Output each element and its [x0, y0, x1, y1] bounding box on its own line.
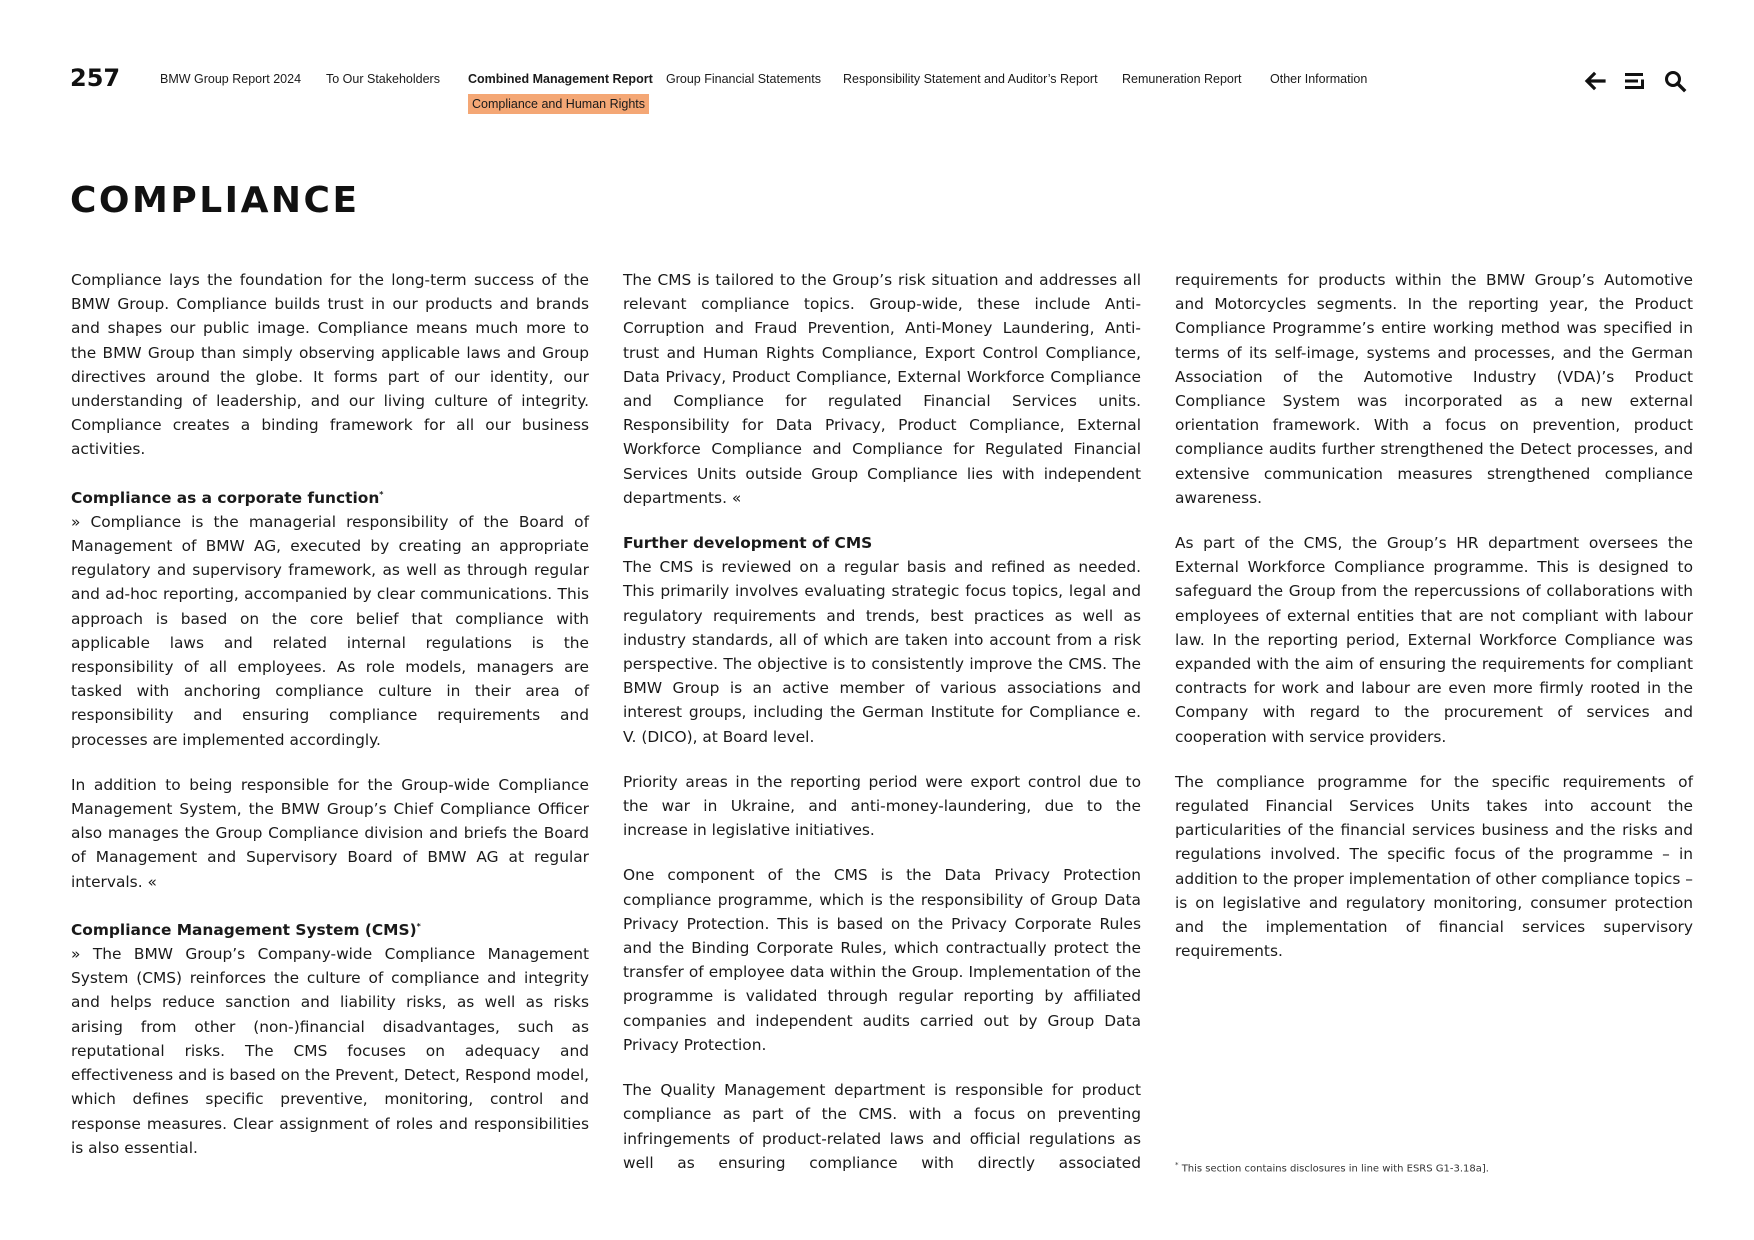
footnote-marker: * [416, 921, 421, 931]
nav-item-responsibility-statement[interactable]: Responsibility Statement and Auditor’s Report [843, 72, 1098, 86]
text-column-1 [71, 268, 589, 1160]
text-column-2 [623, 268, 1141, 1175]
footnote-marker: * [379, 489, 384, 499]
paragraph: Compliance lays the foundation for the long-term success of the BMW Group. Compliance builds trust in our products and brands and shapes our public image. Compliance means much more to the BMW Group than simply observing applicable laws and Group directives around the globe. It forms part of our identity, our understanding of leadership, and our living culture of integrity. Compliance creates a binding framework for all our business activities. [71, 271, 589, 459]
paragraph: » The BMW Group’s Company-wide Compliance Management System (CMS) reinforces the culture of compliance and integrity and helps reduce sanction and liability risks, as well as risks arising from other (non-)financial disadvantages, such as reputational risks. The CMS focuses on adequacy and effectiveness and is based on the Prevent, Detect, Respond model, which defines specific preventive, monitoring, control and response measures. Clear assignment of roles and responsibilities is also essential. [71, 945, 589, 1157]
section-heading-cms: Compliance Management System (CMS)* [71, 920, 421, 939]
nav-item-group-financial-statements[interactable]: Group Financial Statements [666, 72, 821, 86]
nav-item-other-information[interactable]: Other Information [1270, 72, 1368, 86]
nav-item-group-report[interactable]: BMW Group Report 2024 [160, 72, 302, 86]
text-column-3 [1175, 268, 1693, 963]
paragraph: The compliance programme for the specific requirements of regulated Financial Services Units takes into account the particularities of the financial services business and the risks and regulations involved. The specific focus of the programme – in addition to the proper implementation of other compliance topics – is on legislative and regulatory monitoring, consumer protection and the implementation of financial services supervisory requirements. [1175, 772, 1693, 961]
section-heading-corporate-function: Compliance as a corporate function* [71, 488, 384, 507]
header-tools [1582, 68, 1692, 94]
paragraph: The Quality Management department is responsible for product compliance as part of the CMS. with a focus on preventing infringements of product-related laws and official regulations as well as ensuring compliance with directly associated [623, 1081, 1141, 1172]
paragraph: Priority areas in the reporting period were export control due to the war in Ukraine, and anti-money-laundering, due to the increase in legislative initiatives. [623, 772, 1141, 840]
page-title: COMPLIANCE [70, 180, 360, 221]
search-icon[interactable] [1662, 68, 1688, 94]
paragraph: The CMS is reviewed on a regular basis and refined as needed. This primarily involves evaluating strategic focus topics, legal and regulatory requirements and trends, best practices as well as industry standards, all of which are taken into account from a risk perspective. The objective is to consistently improve the CMS. The BMW Group is an active member of various associations and interest groups, including the German Institute for Compliance e. V. (DICO), at Board level. [623, 558, 1141, 746]
menu-icon[interactable] [1622, 68, 1648, 94]
paragraph: As part of the CMS, the Group’s HR department oversees the External Workforce Compliance programme. This is designed to safeguard the Group from the repercussions of collaborations with employees of external entities that are not compliant with labour law. In the reporting period, External Workforce Compliance was expanded with the aim of ensuring the requirements for compliant contracts for work and labour are even more firmly rooted in the Company with regard to the procurement of services and cooperation with service providers. [1175, 534, 1693, 746]
paragraph: One component of the CMS is the Data Privacy Protection compliance programme, which is the responsibility of Group Data Privacy Protection. This is based on the Privacy Corporate Rules and the Binding Corporate Rules, which contractually protect the transfer of employee data within the Group. Implementation of the programme is validated through regular reporting by affiliated companies and independent audits carried out by Group Data Privacy Protection. [623, 866, 1141, 1054]
nav-item-combined-management-report[interactable]: Combined Management Report [468, 72, 653, 86]
paragraph: requirements for products within the BMW Group’s Automotive and Motorcycles segments. In the reporting year, the Product Compliance Programme’s entire working method was specified in terms of its self-image, systems and processes, and the German Association of the Automotive Industry (VDA)’s Product Compliance System was incorporated as a new external orientation framework. With a focus on prevention, product compliance audits further strengthened the Detect processes, and extensive communication measures strengthened compliance awareness. [1175, 271, 1693, 507]
section-heading-further-development: Further development of CMS [623, 534, 873, 553]
sub-nav-compliance-human-rights[interactable]: Compliance and Human Rights [468, 94, 649, 114]
paragraph: In addition to being responsible for the Group-wide Compliance Management System, the BMW Group’s Chief Compliance Officer also manages the Group Compliance division and briefs the Board of Management and Supervisory Board of BMW AG at regular intervals. « [71, 775, 589, 891]
paragraph: The CMS is tailored to the Group’s risk situation and addresses all relevant compliance topics. Group-wide, these include Anti-Corruption and Fraud Prevention, Anti-Money Laundering, Anti-trust and Human Rights Compliance, Export Control Compliance, Data Privacy, Product Compliance, External Workforce Compliance and Compliance for regulated Financial Services units. Responsibility for Data Privacy, Product Compliance, External Workforce Compliance and Compliance for Regulated Financial Services Units outside Group Compliance lies with independent departments. « [623, 271, 1141, 507]
nav-item-remuneration-report[interactable]: Remuneration Report [1122, 72, 1242, 86]
paragraph: » Compliance is the managerial responsibility of the Board of Management of BMW AG, executed by creating an appropriate regulatory and supervisory framework, as well as through regular and ad-hoc reporting, accompanied by clear communications. This approach is based on the core belief that compliance with applicable laws and related internal regulations is the responsibility of all employees. As role models, managers are tasked with anchoring compliance culture in their area of responsibility and ensuring compliance requirements and processes are implemented accordingly. [71, 512, 589, 749]
nav-item-to-our-stakeholders[interactable]: To Our Stakeholders [326, 72, 440, 86]
back-arrow-icon[interactable] [1582, 68, 1608, 94]
footnote: * This section contains disclosures in line with ESRS G1-3.18a]. [1175, 1161, 1489, 1175]
page-number: 257 [70, 64, 121, 92]
